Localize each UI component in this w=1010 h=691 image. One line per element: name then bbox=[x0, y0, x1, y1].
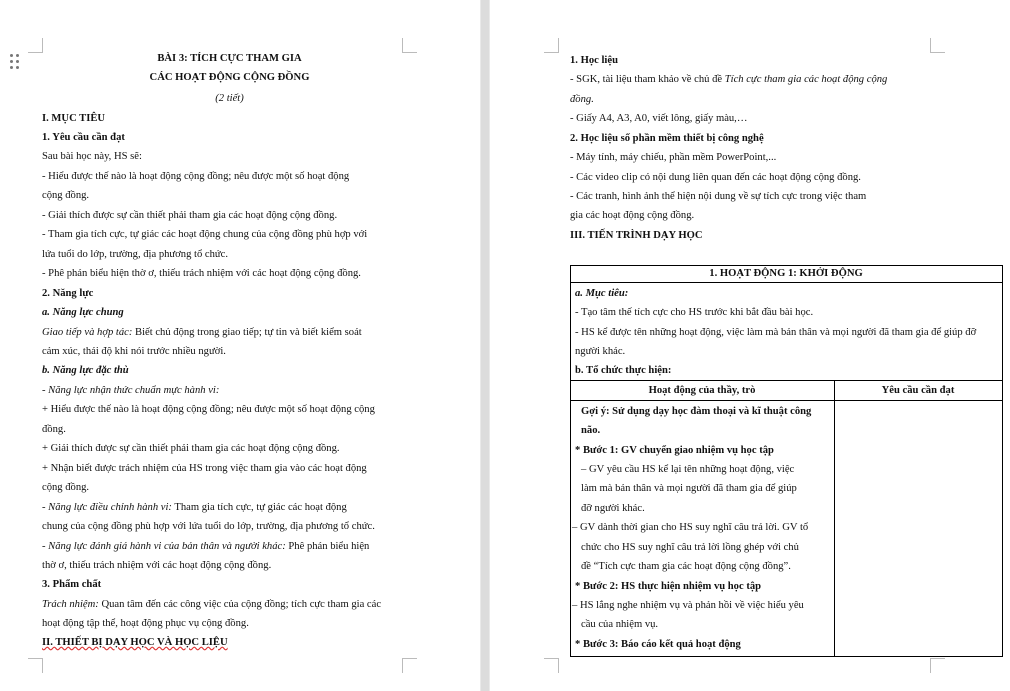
paragraph-line: - Giải thích được sự cần thiết phải tham gia các hoạt động cộng đồng. bbox=[42, 210, 338, 221]
margin-mark bbox=[930, 658, 945, 673]
table-cell-text: làm mà bản thân và mọi người đã tham gia để giúp bbox=[581, 483, 797, 494]
table-cell-text: chức cho HS suy nghĩ câu trả lời lồng ghép với chủ bbox=[581, 542, 799, 553]
table-text: - HS kể được tên những hoạt động, việc làm mà bản thân và mọi người đã tham gia để giúp đỡ bbox=[575, 327, 977, 338]
paragraph-line: Sau bài học này, HS sẽ: bbox=[42, 151, 142, 162]
document-page-left bbox=[0, 0, 480, 691]
table-cell-text: – GV dành thời gian cho HS suy nghĩ câu trả lời. GV tổ bbox=[572, 522, 809, 533]
paragraph-line: cảm xúc, thái độ khi nói trước nhiều người. bbox=[42, 346, 226, 357]
paragraph-line: + Hiểu được thế nào là hoạt động cộng đồng; nêu được một số hoạt động cộng bbox=[42, 404, 375, 415]
subsection-heading: 3. Phẩm chất bbox=[42, 579, 102, 590]
paragraph-line: + Giải thích được sự cần thiết phải tham gia các hoạt động cộng đồng. bbox=[42, 443, 340, 454]
table-rule bbox=[834, 380, 835, 656]
paragraph-line: - SGK, tài liệu tham khảo về chủ đề Tích cực tham gia các hoạt động cộng bbox=[570, 74, 888, 85]
paragraph-line: lứa tuổi do lớp, trường, địa phương tổ chức. bbox=[42, 249, 229, 260]
table-step: * Bước 1: GV chuyển giao nhiệm vụ học tập bbox=[575, 445, 774, 456]
margin-mark bbox=[28, 38, 43, 53]
paragraph-line: Trách nhiệm: Quan tâm đến các công việc của cộng đồng; tích cực tham gia các bbox=[42, 599, 382, 610]
table-rule bbox=[570, 400, 1002, 401]
table-cell-text: – HS lắng nghe nhiệm vụ và phản hồi về việc hiểu yêu bbox=[572, 600, 804, 611]
table-cell-text: cầu của nhiệm vụ. bbox=[581, 619, 659, 630]
section-heading: III. TIẾN TRÌNH DẠY HỌC bbox=[570, 230, 703, 241]
table-text: - Tạo tâm thế tích cực cho HS trước khi bắt đầu bài học. bbox=[575, 307, 814, 318]
table-header-cell: Yêu cầu cần đạt bbox=[881, 385, 955, 396]
subsection-heading: 2. Năng lực bbox=[42, 288, 94, 299]
margin-mark bbox=[402, 658, 417, 673]
paragraph-line: hoạt động tập thể, hoạt động phục vụ cộng đồng. bbox=[42, 618, 249, 629]
table-text: người khác. bbox=[575, 346, 626, 357]
table-cell-text: đề “Tích cực tham gia các hoạt động cộng đồng”. bbox=[581, 561, 791, 572]
table-step: * Bước 2: HS thực hiện nhiệm vụ học tập bbox=[575, 581, 762, 592]
paragraph-line: chung của cộng đồng phù hợp với lứa tuổi do lớp, trường, địa phương tổ chức. bbox=[42, 521, 375, 532]
paragraph-line: Giao tiếp và hợp tác: Biết chủ động trong giao tiếp; tự tin và biết kiểm soát bbox=[42, 327, 362, 338]
margin-mark bbox=[402, 38, 417, 53]
paragraph-line: - Giấy A4, A3, A0, viết lông, giấy màu,… bbox=[570, 113, 748, 124]
doc-title: CÁC HOẠT ĐỘNG CỘNG ĐỒNG bbox=[149, 72, 310, 83]
paragraph-line: cộng đồng. bbox=[42, 190, 90, 201]
section-heading: I. MỤC TIÊU bbox=[42, 113, 106, 124]
margin-mark bbox=[930, 38, 945, 53]
doc-title: BÀI 3: TÍCH CỰC THAM GIA bbox=[157, 53, 302, 64]
paragraph-line: - Các video clip có nội dung liên quan đến các hoạt động cộng đồng. bbox=[570, 172, 861, 183]
section-heading: II. THIẾT BỊ DẠY HỌC VÀ HỌC LIỆU bbox=[42, 637, 228, 648]
table-cell-text: – GV yêu cầu HS kể lại tên những hoạt động, việc bbox=[581, 464, 795, 475]
page-gap bbox=[481, 0, 489, 691]
subsection-heading: 2. Học liệu số phần mềm thiết bị công nghệ bbox=[570, 133, 764, 144]
paragraph-line: đồng. bbox=[570, 94, 594, 105]
table-rule bbox=[570, 380, 1002, 381]
paragraph-line: - Các tranh, hình ảnh thể hiện nội dung về sự tích cực trong việc tham bbox=[570, 191, 867, 202]
subsection-heading: 1. Yêu cầu cần đạt bbox=[42, 132, 125, 143]
drag-handle-icon[interactable] bbox=[10, 54, 22, 70]
paragraph-line: thờ ơ, thiếu trách nhiệm với các hoạt động cộng đồng. bbox=[42, 560, 272, 571]
table-subheading: a. Mục tiêu: bbox=[575, 288, 629, 299]
table-step: * Bước 3: Báo cáo kết quả hoạt động bbox=[575, 639, 741, 650]
table-cell-text: não. bbox=[581, 425, 601, 436]
paragraph-line: cộng đồng. bbox=[42, 482, 90, 493]
doc-duration: (2 tiết) bbox=[215, 93, 244, 104]
table-cell-text: Gợi ý: Sử dụng dạy học đàm thoại và kĩ thuật công bbox=[581, 406, 812, 417]
table-subheading: b. Tổ chức thực hiện: bbox=[575, 365, 672, 376]
document-page-right bbox=[490, 0, 1010, 691]
paragraph-line: gia các hoạt động cộng đồng. bbox=[570, 210, 695, 221]
margin-mark bbox=[544, 658, 559, 673]
paragraph-line: - Hiểu được thế nào là hoạt động cộng đồng; nêu được một số hoạt động bbox=[42, 171, 350, 182]
paragraph-line: + Nhận biết được trách nhiệm của HS trong việc tham gia vào các hoạt động bbox=[42, 463, 367, 474]
table-cell-text: đỡ người khác. bbox=[581, 503, 645, 514]
table-title: 1. HOẠT ĐỘNG 1: KHỞI ĐỘNG bbox=[709, 268, 863, 279]
table-rule bbox=[570, 282, 1002, 283]
paragraph-line: - Tham gia tích cực, tự giác các hoạt động chung của cộng đồng phù hợp với bbox=[42, 229, 368, 240]
paragraph-line: - Năng lực đánh giá hành vi của bản thân và người khác: Phê phán biểu hiện bbox=[42, 541, 370, 552]
subsection-heading: 1. Học liệu bbox=[570, 55, 618, 66]
paragraph-line: - Năng lực nhận thức chuẩn mực hành vi: bbox=[42, 385, 220, 396]
paragraph-line: - Phê phán biểu hiện thờ ơ, thiếu trách nhiệm với các hoạt động cộng đồng. bbox=[42, 268, 361, 279]
paragraph-line: - Năng lực điều chỉnh hành vi: Tham gia tích cực, tự giác các hoạt động bbox=[42, 502, 347, 513]
table-header-cell: Hoạt động của thầy, trò bbox=[648, 385, 756, 396]
paragraph-line: - Máy tính, máy chiếu, phần mềm PowerPoint,... bbox=[570, 152, 777, 163]
subsection-heading: a. Năng lực chung bbox=[42, 307, 124, 318]
margin-mark bbox=[544, 38, 559, 53]
margin-mark bbox=[28, 658, 43, 673]
subsection-heading: b. Năng lực đặc thù bbox=[42, 365, 129, 376]
paragraph-line: đồng. bbox=[42, 424, 66, 435]
